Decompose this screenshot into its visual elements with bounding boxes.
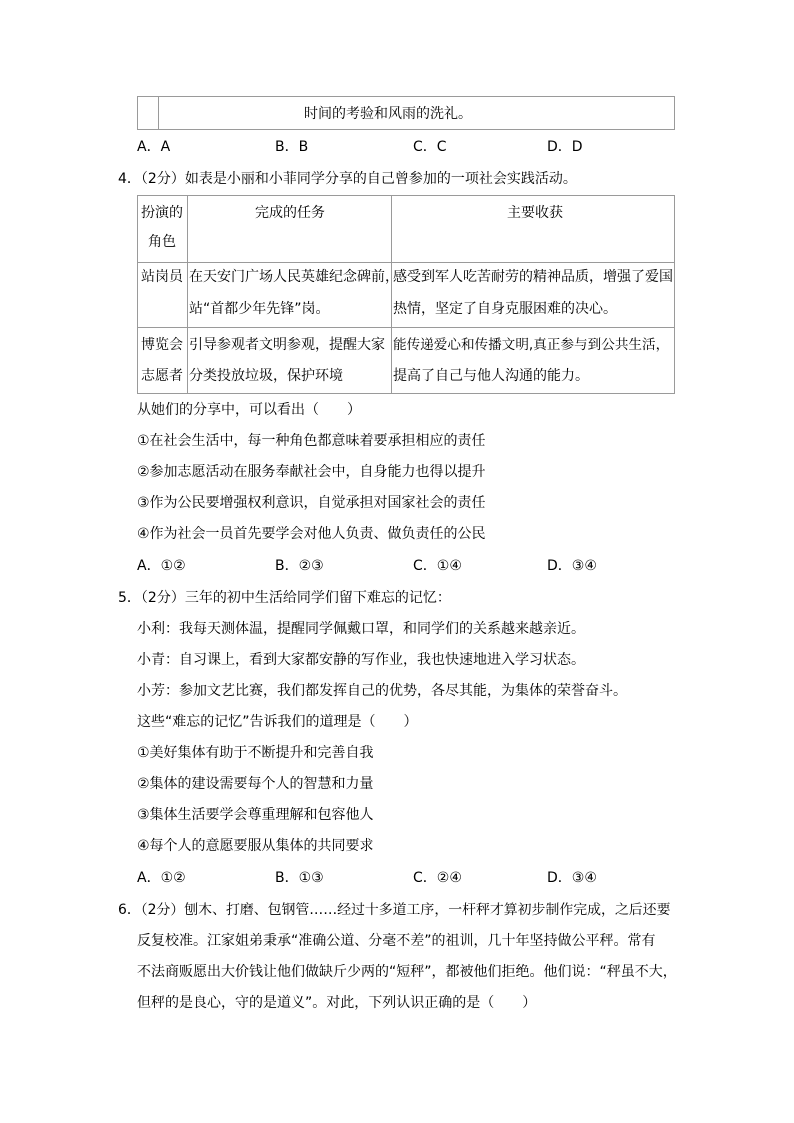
quote-1: 小利：我每天测体温，提醒同学佩戴口罩，和同学们的关系越来越亲近。 <box>137 621 585 637</box>
table-cell: 时间的考验和风雨的洗礼。 <box>304 106 472 122</box>
option-c[interactable]: C．C <box>413 139 447 155</box>
table-cell: 站“首都少年先锋”岗。 <box>189 301 330 317</box>
statement-1: ①在社会生活中，每一种角色都意味着要承担相应的责任 <box>137 433 486 449</box>
statement-4: ④作为社会一员首先要学会对他人负责、做负责任的公民 <box>137 526 486 542</box>
option-d[interactable]: D．D <box>547 139 583 155</box>
statement-2: ②集体的建设需要每个人的智慧和力量 <box>137 776 374 792</box>
q4-question: 从她们的分享中，可以看出（ ） <box>137 402 361 418</box>
table-cell: 提高了自己与他人沟通的能力。 <box>393 368 589 384</box>
quote-3: 小芳：参加文艺比赛，我们都发挥自己的优势，各尽其能，为集体的荣誉奋斗。 <box>137 683 627 699</box>
table-cell: 感受到军人吃苦耐劳的精神品质，增强了爱国 <box>393 269 673 285</box>
q6-line-3: 不法商贩愿出大价钱让他们做缺斤少两的“短秤”，都被他们拒绝。他们说：“秤虽不大， <box>137 964 677 980</box>
option-c[interactable]: C．①④ <box>413 558 462 574</box>
q5-stem: 5．（2分）三年的初中生活给同学们留下难忘的记忆： <box>118 590 451 606</box>
option-d[interactable]: D．③④ <box>547 870 597 886</box>
table-cell: 站岗员 <box>141 269 183 285</box>
q6-line-2: 反复校准。江家姐弟秉承“准确公道、分毫不差”的祖训，几十年坚持做公平秤。常有 <box>137 933 656 949</box>
statement-3: ③集体生活要学会尊重理解和包容他人 <box>137 807 374 823</box>
header-role: 扮演的 <box>141 205 183 221</box>
option-a[interactable]: A．A <box>137 139 171 155</box>
table-cell: 能传递爱心和传播文明,真正参与到公共生活， <box>393 337 670 353</box>
option-b[interactable]: B．①③ <box>275 870 324 886</box>
statement-1: ①美好集体有助于不断提升和完善自我 <box>137 745 374 761</box>
table-cell: 分类投放垃圾，保护环境 <box>189 368 343 384</box>
option-c[interactable]: C．②④ <box>413 870 462 886</box>
quote-2: 小青：自习课上，看到大家都安静的写作业，我也快速地进入学习状态。 <box>137 652 585 668</box>
table-cell: 在天安门广场人民英雄纪念碑前， <box>189 269 399 285</box>
table-divider <box>158 97 159 129</box>
statement-4: ④每个人的意愿要服从集体的共同要求 <box>137 838 374 854</box>
q4-stem: 4．（2分）如表是小丽和小菲同学分享的自己曾参加的一项社会实践活动。 <box>118 171 577 187</box>
q6-line-1: 6．（2分）刨木、打磨、包钢管……经过十多道工序，一杆秤才算初步制作完成，之后还要 <box>118 902 671 918</box>
q4-options <box>137 556 677 576</box>
header-task: 完成的任务 <box>255 205 325 221</box>
option-d[interactable]: D．③④ <box>547 558 597 574</box>
q6-line-4: 但秤的是良心，守的是道义”。对此，下列认识正确的是（ ） <box>137 995 537 1011</box>
q3-options <box>137 137 677 157</box>
table-cell: 热情，坚定了自身克服困难的决心。 <box>393 301 617 317</box>
header-role: 角色 <box>148 234 176 250</box>
table-cell: 博览会 <box>141 337 183 353</box>
q4-table <box>137 195 675 394</box>
header-gain: 主要收获 <box>507 205 563 221</box>
table-cell: 志愿者 <box>141 368 183 384</box>
table-cell: 引导参观者文明参观，提醒大家 <box>189 337 385 353</box>
option-b[interactable]: B．B <box>275 139 309 155</box>
option-a[interactable]: A．①② <box>137 870 186 886</box>
statement-2: ②参加志愿活动在服务奉献社会中，自身能力也得以提升 <box>137 464 486 480</box>
option-b[interactable]: B．②③ <box>275 558 324 574</box>
q3-table-fragment <box>137 96 675 130</box>
q5-options <box>137 868 677 888</box>
statement-3: ③作为公民要增强权利意识，自觉承担对国家社会的责任 <box>137 495 486 511</box>
q5-question: 这些“难忘的记忆”告诉我们的道理是（ ） <box>137 714 418 730</box>
option-a[interactable]: A．①② <box>137 558 186 574</box>
